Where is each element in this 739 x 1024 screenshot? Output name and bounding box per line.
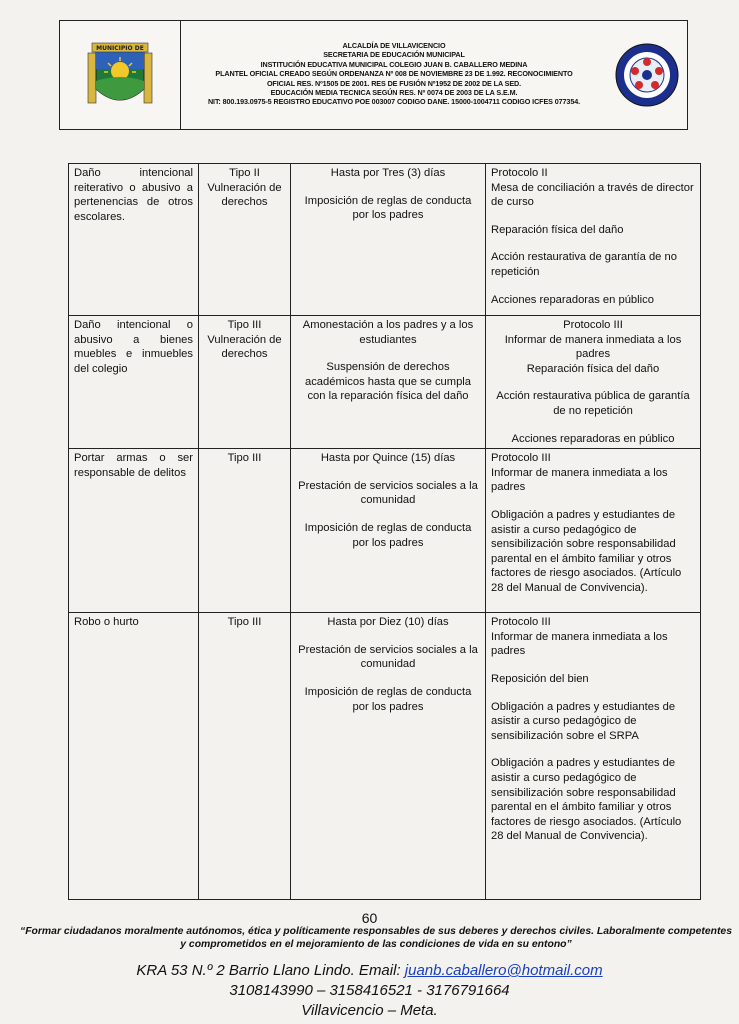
protocol-item: Protocolo III Informar de manera inmediata a los padres [491, 616, 668, 658]
sanction-item: Imposición de reglas de conducta por los padres [304, 194, 472, 222]
protocol-item: Acciones reparadoras en público [491, 293, 654, 306]
municipal-logo [60, 21, 181, 129]
header-line: ALCALDÍA DE VILLAVICENCIO [342, 41, 446, 50]
protocol-cell [486, 316, 701, 449]
protocol-item: Reparación física del daño [491, 223, 624, 236]
sanction-item: Suspensión de derechos académicos hasta que se cumpla con la reparación física del daño [304, 361, 472, 403]
villavicencio-shield-icon [82, 39, 158, 111]
protocol-item: Obligación a padres y estudiantes de asistir a curso pedagógico de sensibilización sobre responsabilidad parental en el ámbito familiar y otros factores de riesgo asociados. (Artículo 28 del Manual de Convivencia). [491, 508, 682, 594]
situation-cell: Robo o hurto [69, 613, 199, 900]
sanction-item: Hasta por Diez (10) días [327, 616, 449, 629]
type-label: Tipo III [227, 616, 262, 629]
situation-cell: Daño intencional o abusivo a bienes muebles e inmuebles del colegio [69, 316, 199, 449]
sanction-item: Prestación de servicios sociales a la comunidad [298, 479, 478, 507]
protocol-item: Acción restaurativa de garantía de no repetición [491, 251, 677, 278]
sanction-item: Hasta por Tres (3) días [330, 167, 446, 179]
city-line: Villavicencio – Meta. [301, 1002, 438, 1019]
address-text: KRA 53 N.º 2 Barrio Llano Lindo. Email: [136, 962, 405, 979]
type-label: Vulneración de derechos [207, 333, 282, 361]
header-line: INSTITUCIÓN EDUCATIVA MUNICIPAL COLEGIO JUAN B. CABALLERO MEDINA [260, 59, 528, 69]
sanction-item: Imposición de reglas de conducta por los padres [304, 521, 472, 549]
protocol-item: Obligación a padres y estudiantes de asistir a curso pedagógico de sensibilización sobre el SRPA [491, 700, 676, 742]
type-label: Tipo III [227, 452, 262, 465]
table-row [69, 613, 701, 900]
table-row [69, 164, 701, 316]
situation-cell: Daño intencional reiterativo o abusivo a pertenencias de otros escolares. [69, 164, 199, 316]
header-line: NIT: 800.193.0975-5 REGISTRO EDUCATIVO POE 003007 CODIGO DANE. 15000-1004711 CODIGO ICFES 077354. [207, 97, 581, 107]
institution-info [181, 21, 607, 129]
letterhead [59, 20, 688, 130]
page-number: 60 [361, 910, 378, 926]
protocol-item: Obligación a padres y estudiantes de asistir a curso pedagógico de sensibilización sobre responsabilidad parental en el ámbito familiar y otros factores de riesgo asociados. (Artículo 28 del Manual de Convivencia). [491, 757, 682, 843]
table-row [69, 316, 701, 449]
type-label: Tipo III [227, 319, 262, 331]
type-cell [199, 164, 291, 316]
sanction-item: Prestación de servicios sociales a la comunidad [298, 643, 478, 671]
school-seal-icon [614, 42, 680, 108]
type-cell [199, 449, 291, 613]
sanction-cell [291, 316, 486, 449]
sanction-item: Hasta por Quince (15) días [320, 452, 456, 465]
header-line: PLANTEL OFICIAL CREADO SEGÚN ORDENANZA Nº 008 DE NOVIEMBRE 23 DE 1.992. RECONOCIMIENTO [215, 69, 573, 79]
protocol-cell [486, 164, 701, 316]
phone-numbers: 3108143990 – 3158416521 - 3176791664 [229, 982, 510, 999]
institution-motto: “Formar ciudadanos moralmente autónomos, ética y políticamente responsables de sus deberes y derechos civiles. Laboralmente competentes y comprometidos en el mejoramiento de las condiciones de vida en su entono” [20, 926, 732, 950]
conduct-table [68, 163, 701, 900]
contact-block [0, 961, 739, 1021]
sanction-cell [291, 449, 486, 613]
email-link[interactable]: juanb.caballero@hotmail.com [404, 962, 603, 979]
situation-cell: Portar armas o ser responsable de delitos [69, 449, 199, 613]
protocol-item: Reposición del bien [491, 672, 589, 685]
protocol-item: Protocolo III Informar de manera inmediata a los padres [491, 452, 668, 494]
svg-text:MUNICIPIO DE: MUNICIPIO DE [96, 45, 144, 52]
sanction-cell [291, 613, 486, 900]
sanction-item: Imposición de reglas de conducta por los padres [304, 685, 472, 713]
table-row [69, 449, 701, 613]
protocol-item: Acciones reparadoras en público [511, 432, 675, 445]
sanction-item: Amonestación a los padres y a los estudiantes [302, 319, 474, 346]
school-seal [607, 21, 687, 129]
protocol-cell [486, 449, 701, 613]
type-cell [199, 316, 291, 449]
protocol-item: Acción restaurativa pública de garantía de no repetición [496, 390, 690, 417]
address-line [0, 961, 739, 981]
protocol-item: Protocolo III Informar de manera inmediata a los padres Reparación física del daño [504, 319, 682, 375]
header-line: SECRETARIA DE EDUCACIÓN MUNICIPAL [323, 50, 465, 60]
type-cell [199, 613, 291, 900]
sanction-cell [291, 164, 486, 316]
protocol-cell [486, 613, 701, 900]
type-label: Vulneración de derechos [207, 181, 282, 209]
type-label: Tipo II [229, 167, 260, 179]
protocol-item: Protocolo II Mesa de conciliación a través de director de curso [491, 167, 694, 209]
header-line: EDUCACIÓN MEDIA TECNICA SEGÚN RES. Nº 0074 DE 2003 DE LA S.E.M. [270, 88, 518, 98]
header-line: OFICIAL RES. Nº1505 DE 2001. RES DE FUSIÓN Nº1952 DE 2002 DE LA SED. [266, 78, 522, 88]
